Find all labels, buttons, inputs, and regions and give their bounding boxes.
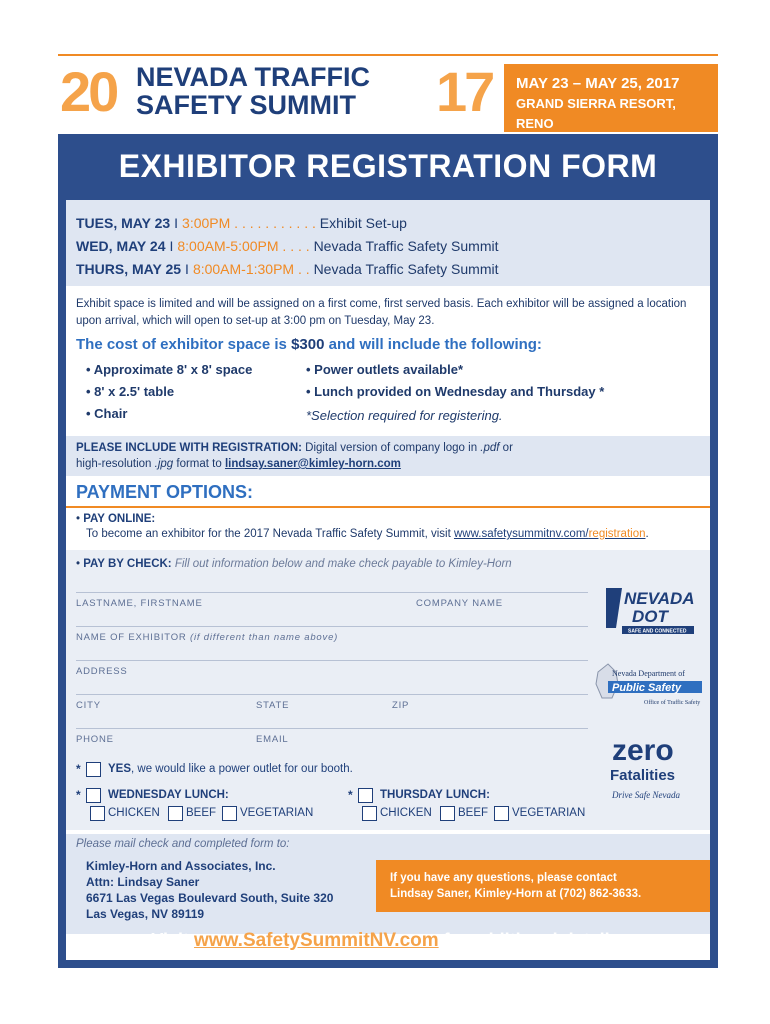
wednesday-lunch-label: WEDNESDAY LUNCH: [108, 789, 229, 801]
nvdot-word: NEVADA [624, 589, 695, 608]
required-star: * [76, 788, 81, 802]
name-field-label: LASTNAME, FIRSTNAME [76, 598, 203, 609]
power-outlet-checkbox[interactable] [86, 762, 101, 777]
schedule-day: TUES, MAY 23 [76, 215, 171, 231]
schedule-desc: Exhibit Set-up [319, 215, 407, 231]
wednesday-lunch-checkbox[interactable] [86, 788, 101, 803]
logo-title-line2: SAFETY SUMMIT [136, 90, 357, 120]
mail-section [66, 834, 710, 934]
form-title: EXHIBITOR REGISTRATION FORM [118, 148, 658, 184]
wed-vegetarian-checkbox[interactable] [222, 806, 237, 821]
fatalities-word: Fatalities [610, 767, 676, 784]
visit-footer: Visit www.SafetySummitNV.com for additional details. [151, 930, 625, 951]
inclusion-item: • Lunch provided on Wednesday and Thursday * [306, 384, 605, 399]
schedule-separator: I [174, 215, 179, 231]
name-field-line[interactable] [76, 592, 588, 593]
include-label: PLEASE INCLUDE WITH REGISTRATION: [76, 442, 302, 454]
selection-note: *Selection required for registering. [306, 408, 503, 423]
check-form [66, 550, 710, 830]
intro-text: Exhibit space is limited and will be assigned on a first come, first served basis. Each exhibitor will be assigned a location upon arrival, which will open to set-up at 3:00 pm on Tuesday, May 23. [76, 298, 687, 327]
schedule-row [76, 212, 710, 235]
event-date-box [504, 64, 718, 132]
wed-vegetarian-label: VEGETARIAN [240, 807, 314, 819]
email-link[interactable]: lindsay.saner@kimley-horn.com [224, 458, 401, 470]
schedule-time: 8:00AM-5:00PM [177, 238, 279, 254]
dps-line1: Nevada Department of [612, 669, 685, 678]
schedule-separator: I [169, 238, 174, 254]
dps-line2: Public Safety [612, 682, 682, 694]
required-star: * [348, 788, 353, 802]
schedule-separator: I [185, 261, 189, 277]
include-notice: PLEASE INCLUDE WITH REGISTRATION: Digital version of company logo in .pdf or high-resolution .jpg format to lindsay.saner@kimley-horn.com [66, 436, 710, 476]
event-dates: MAY 23 – MAY 25, 2017 [516, 75, 680, 92]
form-body [66, 200, 710, 960]
wed-chicken-checkbox[interactable] [90, 806, 105, 821]
inclusion-item: • Chair [86, 406, 128, 421]
wed-beef-checkbox[interactable] [168, 806, 183, 821]
schedule-desc: Nevada Traffic Safety Summit [313, 238, 499, 254]
address-field-label: ADDRESS [76, 666, 128, 677]
exhibitor-field-line[interactable] [76, 626, 588, 627]
cost-heading [76, 336, 542, 353]
schedule-leader: . . . . . . . . . . . [230, 215, 320, 231]
phone-field-line[interactable] [76, 728, 588, 729]
schedule-time: 8:00AM-1:30PM [192, 261, 295, 277]
public-safety-logo [594, 660, 704, 712]
payment-heading: PAYMENT OPTIONS: [76, 482, 254, 502]
phone-field-label: PHONE [76, 734, 114, 745]
event-venue: GRAND SIERRA RESORT, RENO [516, 96, 676, 131]
wed-beef-label: BEEF [186, 807, 217, 819]
mail-address: Kimley-Horn and Associates, Inc. Attn: Lindsay Saner 6671 Las Vegas Boulevard South, Suite 320 Las Vegas, NV 89119 [86, 859, 334, 921]
registration-link[interactable]: www.safetysummitnv.com/registration [453, 528, 646, 540]
nvdot-tagline: SAFE AND CONNECTED [628, 628, 687, 635]
thu-vegetarian-label: VEGETARIAN [512, 807, 586, 819]
header-rule [58, 54, 718, 56]
schedule-leader: . . [294, 261, 314, 277]
schedule-row [76, 235, 710, 258]
thu-beef-checkbox[interactable] [440, 806, 455, 821]
logo-year-left: 20 [60, 60, 117, 123]
schedule-row [76, 258, 710, 281]
zip-field-label: ZIP [392, 700, 410, 711]
inclusion-item: • Approximate 8' x 8' space [86, 362, 253, 377]
form-frame [58, 134, 718, 968]
cost-amount: $300 [291, 336, 325, 353]
schedule-day: WED, MAY 24 [76, 238, 166, 254]
schedule-leader: . . . . [278, 238, 314, 254]
thu-vegetarian-checkbox[interactable] [494, 806, 509, 821]
cost-suffix: and will include the following: [324, 336, 542, 353]
schedule-day: THURS, MAY 25 [76, 261, 182, 277]
nevada-dot-logo [602, 580, 702, 640]
inclusion-item: • Power outlets available* [306, 362, 464, 377]
drive-safe-tagline: Drive Safe Nevada [612, 790, 680, 800]
city-field-line[interactable] [76, 694, 588, 695]
zero-word: zero [612, 734, 674, 767]
pay-online-label: PAY ONLINE: [83, 513, 156, 525]
email-field-label: EMAIL [256, 734, 289, 745]
zero-fatalities-logo [606, 730, 702, 810]
wed-chicken-label: CHICKEN [108, 807, 160, 819]
power-outlet-label: YES, we would like a power outlet for our booth. [108, 763, 353, 775]
contact-box: If you have any questions, please contact Lindsay Saner, Kimley-Horn at (702) 862-3633. [376, 860, 710, 912]
nvdot-mark [606, 588, 622, 628]
schedule [66, 200, 710, 286]
thu-chicken-checkbox[interactable] [362, 806, 377, 821]
state-field-label: STATE [256, 700, 290, 711]
required-star: * [76, 762, 81, 776]
schedule-time: 3:00PM [182, 215, 231, 231]
thursday-lunch-checkbox[interactable] [358, 788, 373, 803]
summit-header [58, 54, 718, 134]
pay-online: • PAY ONLINE: To become an exhibitor for the 2017 Nevada Traffic Safety Summit, visit www.safetysummitnv.com/registration. [76, 513, 649, 540]
nvdot-word-2: DOT [632, 607, 668, 626]
logo-year-right: 17 [436, 60, 493, 123]
payment-rule [66, 506, 710, 508]
exhibitor-field-label: NAME OF EXHIBITOR (if different than name above) [76, 632, 339, 643]
inclusion-item: • 8' x 2.5' table [86, 384, 175, 399]
logo-title-line1: NEVADA TRAFFIC [136, 62, 370, 92]
cost-prefix: The cost of exhibitor space is [76, 336, 292, 353]
thursday-lunch-label: THURSDAY LUNCH: [380, 789, 490, 801]
website-link[interactable]: www.SafetySummitNV.com [194, 930, 439, 951]
mail-label: Please mail check and completed form to: [76, 838, 290, 850]
dps-line3: Office of Traffic Safety [644, 700, 701, 706]
schedule-desc: Nevada Traffic Safety Summit [313, 261, 499, 277]
company-field-label: COMPANY NAME [416, 598, 503, 609]
address-field-line[interactable] [76, 660, 588, 661]
thu-chicken-label: CHICKEN [380, 807, 432, 819]
pay-by-check: • PAY BY CHECK: Fill out information below and make check payable to Kimley-Horn [76, 558, 512, 570]
city-field-label: CITY [76, 700, 101, 711]
thu-beef-label: BEEF [458, 807, 489, 819]
